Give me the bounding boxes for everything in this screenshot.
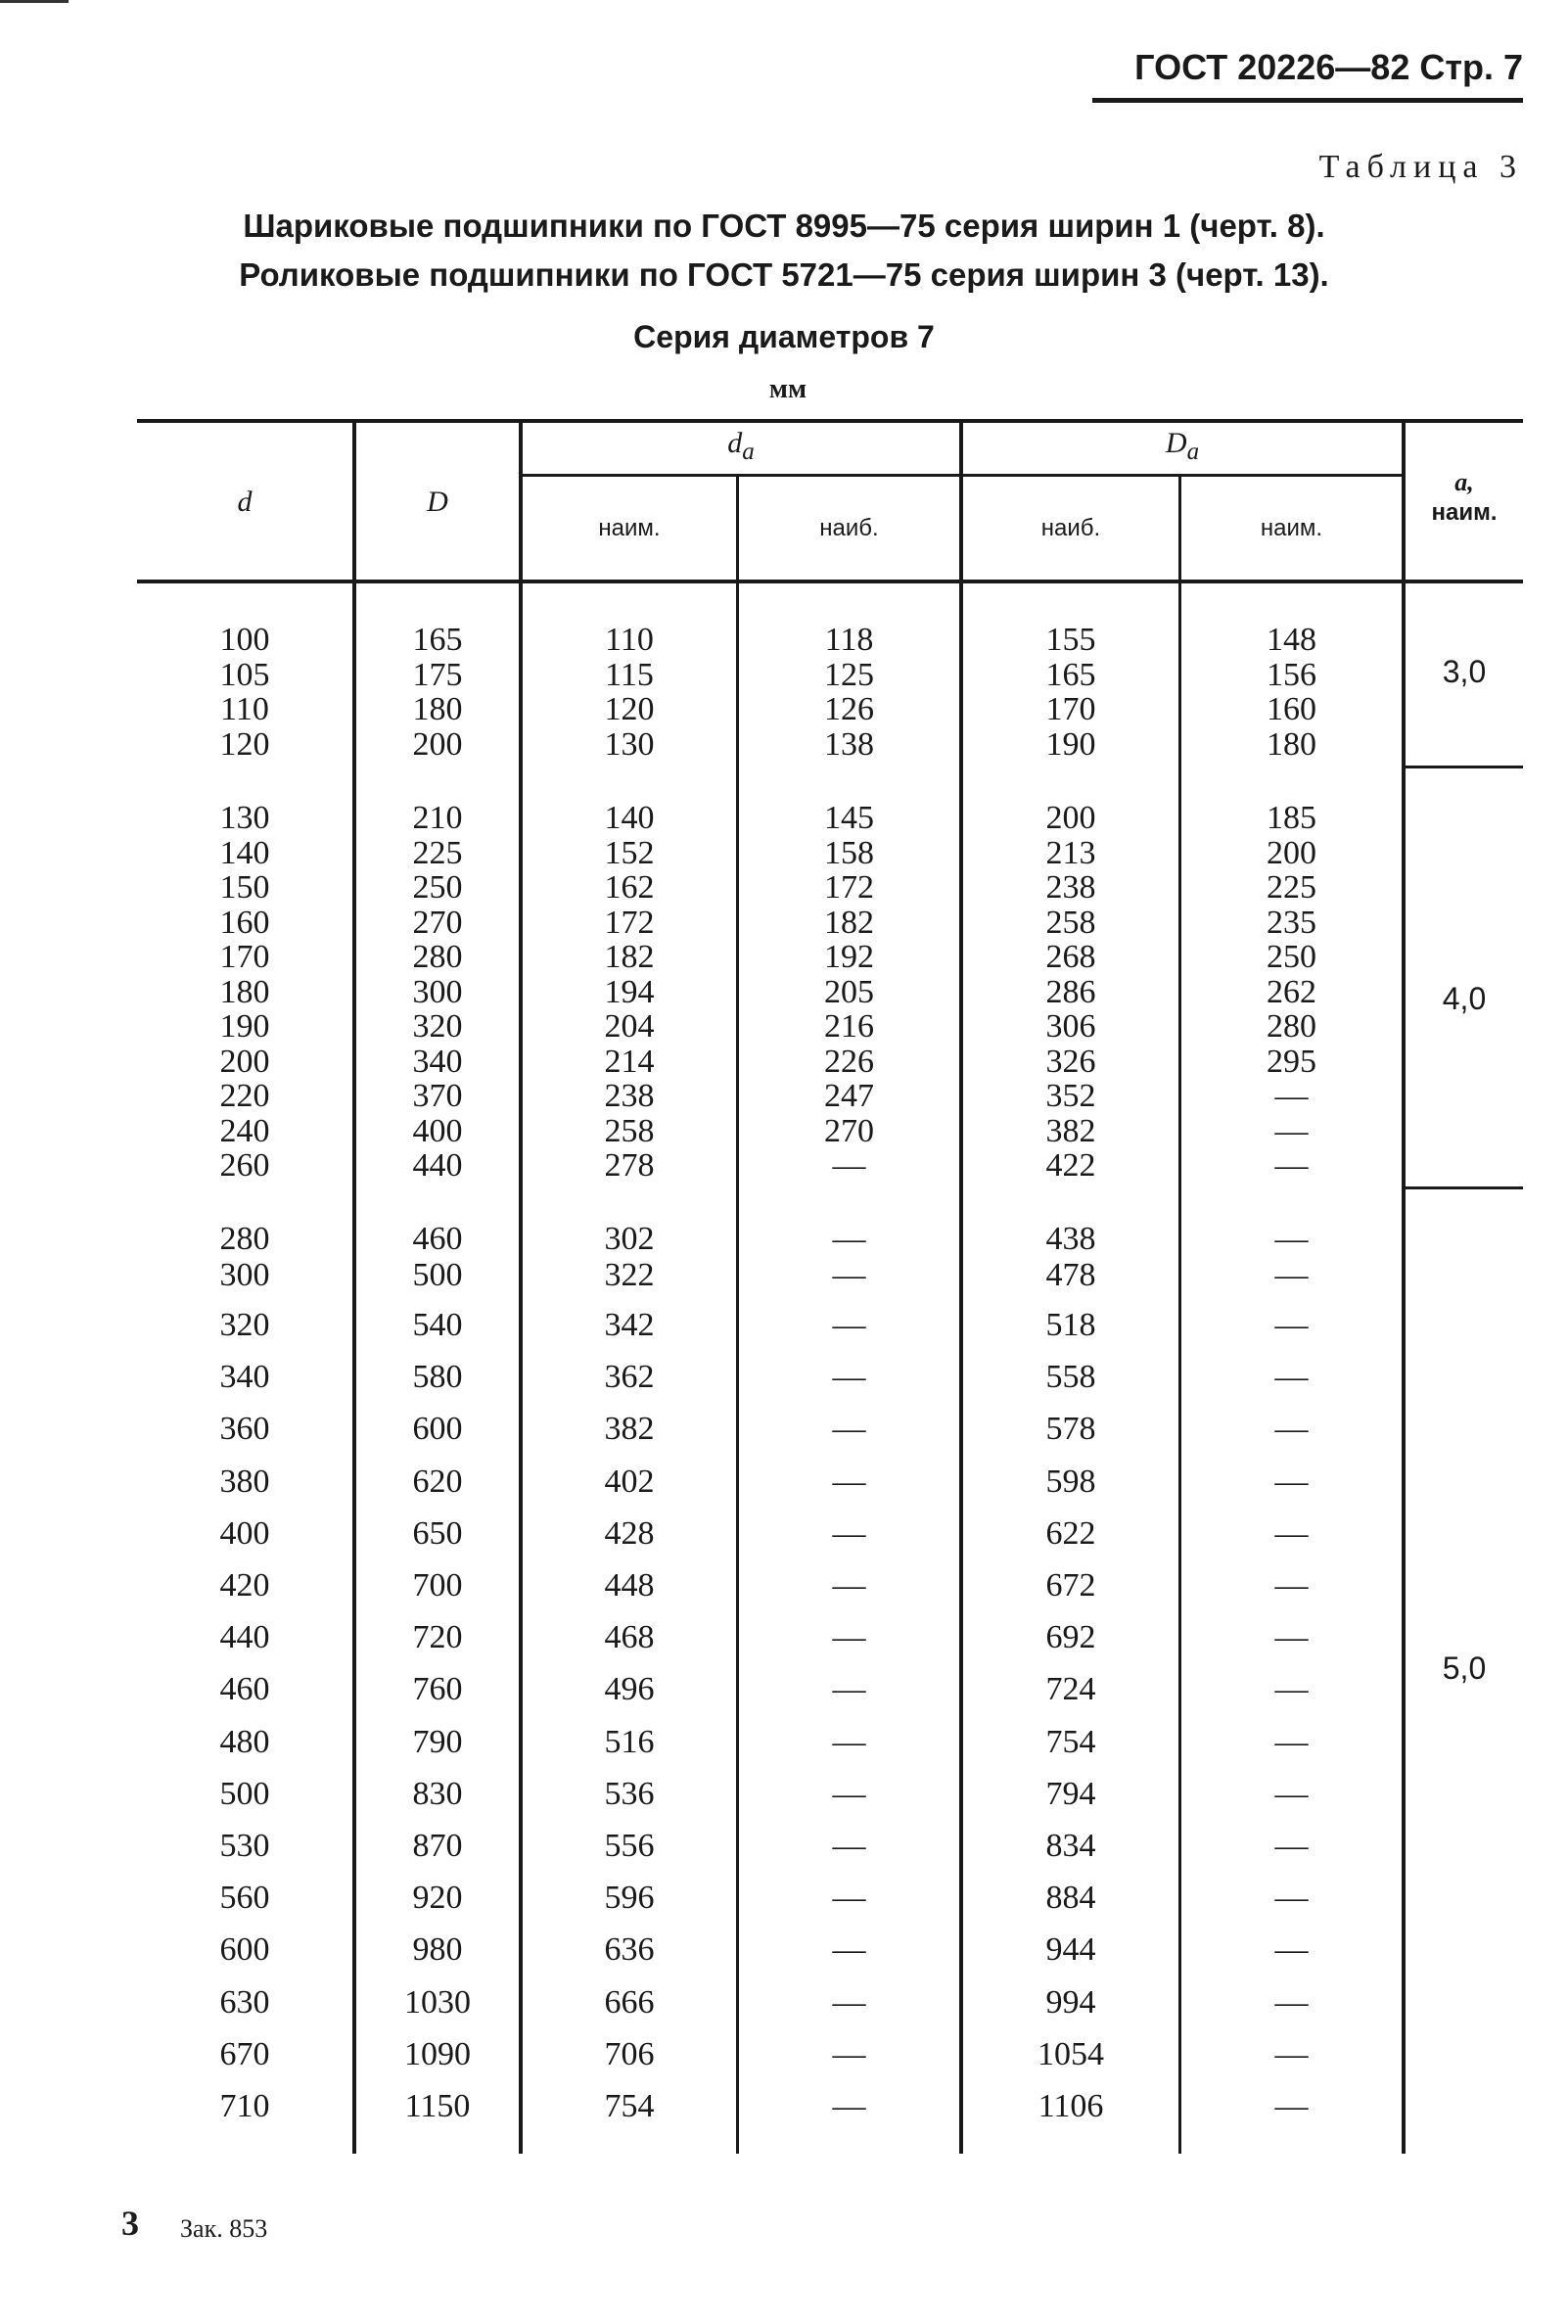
cell-d: 200 (219, 1043, 270, 1080)
cell-d: 170 (219, 939, 270, 975)
cell-Da-max: 258 (1045, 904, 1096, 941)
cell-Da-min: — (1274, 1567, 1309, 1604)
cell-D: 300 (412, 973, 463, 1010)
cell-Da-min: 262 (1267, 973, 1316, 1010)
cell-Da-min: 280 (1267, 1008, 1316, 1045)
cell-Da-max: 944 (1045, 1931, 1096, 1969)
cell-Da-max: 306 (1045, 1008, 1096, 1045)
cell-D: 1150 (404, 2088, 471, 2124)
cell-da-min: 428 (604, 1514, 655, 1552)
cell-Da-min: — (1274, 2088, 1309, 2124)
cell-D: 870 (412, 1828, 463, 1864)
cell-da-max: 125 (824, 656, 874, 693)
cell-d: 240 (219, 1112, 270, 1149)
cell-da-min: 182 (604, 939, 655, 975)
cell-Da-min: — (1274, 1411, 1309, 1448)
cell-D: 165 (412, 622, 463, 658)
col-header-Da-max: наиб. (1040, 515, 1101, 541)
cell-da-min: 214 (604, 1043, 655, 1080)
cell-da-max: — (832, 1983, 866, 2021)
cell-d: 440 (219, 1619, 270, 1656)
cell-Da-max: 994 (1045, 1983, 1096, 2021)
a-group-rule-1 (1406, 766, 1523, 768)
cell-Da-min: 185 (1267, 800, 1316, 836)
cell-da-min: 172 (604, 904, 655, 941)
cell-da-min: 402 (604, 1463, 655, 1500)
cell-d: 500 (219, 1775, 270, 1812)
cell-D: 225 (412, 834, 463, 871)
cell-d: 340 (219, 1359, 270, 1396)
cell-da-max: — (832, 1147, 866, 1184)
cell-d: 670 (219, 2035, 270, 2072)
cell-d: 100 (219, 622, 270, 658)
cell-da-min: 536 (604, 1775, 655, 1812)
cell-Da-max: 352 (1045, 1078, 1096, 1114)
cell-d: 420 (219, 1567, 270, 1604)
cell-d: 560 (219, 1880, 270, 1917)
cell-d: 710 (219, 2088, 270, 2124)
cell-da-max: 226 (824, 1043, 874, 1080)
cell-da-max: — (832, 1221, 866, 1257)
cell-da-max: — (832, 1723, 866, 1760)
cell-da-max: 118 (824, 622, 874, 658)
cell-D: 620 (412, 1463, 463, 1500)
cell-da-max: — (832, 1671, 866, 1708)
cell-da-max: 247 (824, 1078, 874, 1114)
cell-da-max: 126 (824, 691, 874, 728)
table-top-rule (137, 419, 1523, 423)
col-header-da-max: наиб. (819, 515, 879, 541)
cell-Da-max: 754 (1045, 1723, 1096, 1760)
cell-da-max: 270 (824, 1112, 874, 1149)
cell-D: 250 (412, 869, 463, 906)
cell-da-min: 204 (604, 1008, 655, 1045)
cell-Da-min: — (1274, 1307, 1309, 1343)
cell-Da-min: 156 (1267, 656, 1316, 693)
cell-Da-min: 225 (1267, 869, 1316, 906)
cell-D: 440 (412, 1147, 463, 1184)
cell-da-min: 194 (604, 973, 655, 1010)
cell-d: 280 (219, 1221, 270, 1257)
title-line-1: Шариковые подшипники по ГОСТ 8995—75 серия ширин 1 (черт. 8). (243, 208, 1325, 244)
cell-D: 200 (412, 726, 463, 764)
cell-da-max: — (832, 1307, 866, 1343)
cell-d: 190 (219, 1008, 270, 1045)
cell-da-max: 138 (824, 726, 874, 764)
cell-da-max: — (832, 1463, 866, 1500)
cell-Da-max: 200 (1045, 800, 1096, 836)
cell-d: 160 (219, 904, 270, 941)
cell-Da-min: — (1274, 1619, 1309, 1656)
cell-d: 460 (219, 1671, 270, 1708)
cell-Da-min: 180 (1267, 726, 1316, 764)
col-header-D: D (427, 486, 448, 518)
cell-Da-max: 834 (1045, 1828, 1096, 1864)
cell-Da-max: 794 (1045, 1775, 1096, 1812)
cell-da-min: 152 (604, 834, 655, 871)
cell-D: 270 (412, 904, 463, 941)
header-rule (1092, 98, 1523, 103)
cell-da-min: 516 (604, 1723, 655, 1760)
cell-da-min: 596 (604, 1880, 655, 1917)
order-number: Зак. 853 (180, 2214, 268, 2243)
col-header-a: a, (1454, 468, 1474, 496)
cell-Da-min: — (1274, 1775, 1309, 1812)
cell-Da-min: 295 (1267, 1043, 1316, 1080)
cell-Da-max: 190 (1045, 726, 1096, 764)
cell-da-max: — (832, 1775, 866, 1812)
cell-da-min: 120 (604, 691, 655, 728)
cell-Da-min: — (1274, 1359, 1309, 1396)
cell-da-max: — (832, 2035, 866, 2072)
cell-Da-min: — (1274, 1828, 1309, 1864)
cell-d: 130 (219, 800, 270, 836)
cell-Da-max: 724 (1045, 1671, 1096, 1708)
cell-da-min: 496 (604, 1671, 655, 1708)
cell-da-max: — (832, 1514, 866, 1552)
cell-Da-max: 170 (1045, 691, 1096, 728)
cell-Da-max: 438 (1045, 1221, 1096, 1257)
cell-da-max: — (832, 1931, 866, 1969)
cell-d: 360 (219, 1411, 270, 1448)
cell-da-min: 110 (605, 622, 654, 658)
cell-Da-min: — (1274, 1221, 1309, 1257)
cell-d: 300 (219, 1257, 270, 1293)
cell-D: 400 (412, 1112, 463, 1149)
corner-mark (0, 0, 69, 3)
cell-da-min: 140 (604, 800, 655, 836)
cell-da-max: — (832, 1880, 866, 1917)
cell-Da-max: 155 (1045, 622, 1096, 658)
cell-Da-max: 382 (1045, 1112, 1096, 1149)
cell-da-max: — (832, 2088, 866, 2124)
col-header-a-sub: наим. (1431, 499, 1498, 526)
a-value-1: 3,0 (1442, 654, 1487, 689)
cell-d: 260 (219, 1147, 270, 1184)
cell-da-min: 754 (604, 2088, 655, 2124)
cell-D: 980 (412, 1931, 463, 1969)
cell-D: 1090 (404, 2035, 471, 2072)
cell-da-min: 322 (604, 1257, 655, 1293)
cell-d: 105 (219, 656, 270, 693)
cell-D: 280 (412, 939, 463, 975)
cell-da-max: 182 (824, 904, 874, 941)
cell-D: 340 (412, 1043, 463, 1080)
cell-Da-max: 268 (1045, 939, 1096, 975)
cell-d: 180 (219, 973, 270, 1010)
cell-d: 600 (219, 1931, 270, 1969)
cell-Da-min: — (1274, 1112, 1309, 1149)
cell-D: 370 (412, 1078, 463, 1114)
cell-D: 210 (412, 800, 463, 836)
cell-Da-min: — (1274, 1983, 1309, 2021)
cell-Da-max: 326 (1045, 1043, 1096, 1080)
col-header-Da-min: наим. (1260, 515, 1323, 541)
cell-D: 920 (412, 1880, 463, 1917)
cell-Da-max: 558 (1045, 1359, 1096, 1396)
cell-Da-min: — (1274, 1463, 1309, 1500)
cell-da-max: 172 (824, 869, 874, 906)
cell-d: 150 (219, 869, 270, 906)
cell-d: 320 (219, 1307, 270, 1343)
cell-da-max: — (832, 1828, 866, 1864)
cell-Da-max: 478 (1045, 1257, 1096, 1293)
cell-d: 400 (219, 1514, 270, 1552)
cell-d: 120 (219, 726, 270, 764)
cell-Da-max: 213 (1045, 834, 1096, 871)
cell-D: 760 (412, 1671, 463, 1708)
cell-Da-min: — (1274, 1514, 1309, 1552)
cell-d: 480 (219, 1723, 270, 1760)
cell-da-max: 158 (824, 834, 874, 871)
cell-da-max: 216 (824, 1008, 874, 1045)
cell-Da-min: 200 (1267, 834, 1316, 871)
cell-D: 600 (412, 1411, 463, 1448)
cell-d: 630 (219, 1983, 270, 2021)
cell-Da-min: — (1274, 1257, 1309, 1293)
cell-da-max: 205 (824, 973, 874, 1010)
table-header-rule (137, 580, 1523, 583)
cell-D: 580 (412, 1359, 463, 1396)
cell-D: 700 (412, 1567, 463, 1604)
cell-Da-max: 692 (1045, 1619, 1096, 1656)
cell-Da-min: — (1274, 1671, 1309, 1708)
cell-Da-max: 578 (1045, 1411, 1096, 1448)
page-header: ГОСТ 20226—82 Стр. 7 (1134, 47, 1523, 87)
cell-Da-max: 165 (1045, 656, 1096, 693)
cell-Da-max: 1106 (1038, 2088, 1104, 2124)
series-heading: Серия диаметров 7 (633, 319, 935, 354)
cell-Da-max: 884 (1045, 1880, 1096, 1917)
cell-D: 1030 (404, 1983, 471, 2021)
cell-Da-max: 518 (1045, 1307, 1096, 1343)
a-group-rule-2 (1406, 1186, 1523, 1189)
cell-Da-max: 1054 (1038, 2035, 1104, 2072)
cell-Da-max: 622 (1045, 1514, 1096, 1552)
cell-D: 830 (412, 1775, 463, 1812)
cell-Da-min: — (1274, 1931, 1309, 1969)
a-value-3: 5,0 (1442, 1650, 1487, 1686)
cell-da-min: 362 (604, 1359, 655, 1396)
cell-da-min: 238 (604, 1078, 655, 1114)
cell-da-min: 382 (604, 1411, 655, 1448)
cell-da-min: 448 (604, 1567, 655, 1604)
cell-da-min: 278 (604, 1147, 655, 1184)
cell-Da-min: — (1274, 2035, 1309, 2072)
cell-D: 175 (412, 656, 463, 693)
cell-Da-max: 422 (1045, 1147, 1096, 1184)
cell-d: 220 (219, 1078, 270, 1114)
cell-da-min: 556 (604, 1828, 655, 1864)
cell-da-min: 468 (604, 1619, 655, 1656)
cell-da-min: 130 (604, 726, 655, 764)
cell-D: 460 (412, 1221, 463, 1257)
cell-da-min: 666 (604, 1983, 655, 2021)
cell-Da-min: — (1274, 1880, 1309, 1917)
col-header-d: d (237, 486, 253, 518)
cell-Da-min: 160 (1267, 691, 1316, 728)
cell-da-max: 192 (824, 939, 874, 975)
units-label: мм (768, 374, 807, 404)
cell-da-min: 258 (604, 1112, 655, 1149)
cell-Da-min: 250 (1267, 939, 1316, 975)
cell-da-min: 162 (604, 869, 655, 906)
cell-Da-min: — (1274, 1723, 1309, 1760)
a-value-2: 4,0 (1442, 981, 1487, 1016)
page-number: 3 (121, 2204, 139, 2243)
cell-D: 790 (412, 1723, 463, 1760)
cell-da-min: 706 (604, 2035, 655, 2072)
cell-Da-min: — (1274, 1078, 1309, 1114)
cell-da-min: 115 (605, 656, 654, 693)
col-header-da-min: наим. (598, 515, 661, 541)
cell-Da-max: 598 (1045, 1463, 1096, 1500)
cell-d: 140 (219, 834, 270, 871)
cell-D: 180 (412, 691, 463, 728)
cell-da-max: — (832, 1257, 866, 1293)
cell-D: 320 (412, 1008, 463, 1045)
cell-da-min: 636 (604, 1931, 655, 1969)
cell-da-max: — (832, 1359, 866, 1396)
cell-d: 380 (219, 1463, 270, 1500)
cell-Da-max: 238 (1045, 869, 1096, 906)
col-header-da: $d_a$ (727, 427, 755, 465)
cell-da-min: 302 (604, 1221, 655, 1257)
cell-da-min: 342 (604, 1307, 655, 1343)
cell-Da-max: 672 (1045, 1567, 1096, 1604)
subheader-rule (523, 474, 1404, 477)
cell-da-max: — (832, 1567, 866, 1604)
table-label: Таблица 3 (1318, 149, 1523, 185)
cell-Da-max: 286 (1045, 973, 1096, 1010)
cell-D: 650 (412, 1514, 463, 1552)
cell-da-max: 145 (824, 800, 874, 836)
cell-da-max: — (832, 1619, 866, 1656)
cell-Da-min: — (1274, 1147, 1309, 1184)
cell-D: 500 (412, 1257, 463, 1293)
cell-da-max: — (832, 1411, 866, 1448)
cell-d: 110 (220, 691, 269, 728)
title-line-2: Роликовые подшипники по ГОСТ 5721—75 серия ширин 3 (черт. 13). (239, 256, 1329, 293)
cell-D: 720 (412, 1619, 463, 1656)
cell-Da-min: 148 (1267, 622, 1316, 658)
cell-D: 540 (412, 1307, 463, 1343)
cell-Da-min: 235 (1267, 904, 1316, 941)
col-header-Da: $D_a$ (1165, 427, 1200, 465)
cell-d: 530 (219, 1828, 270, 1864)
